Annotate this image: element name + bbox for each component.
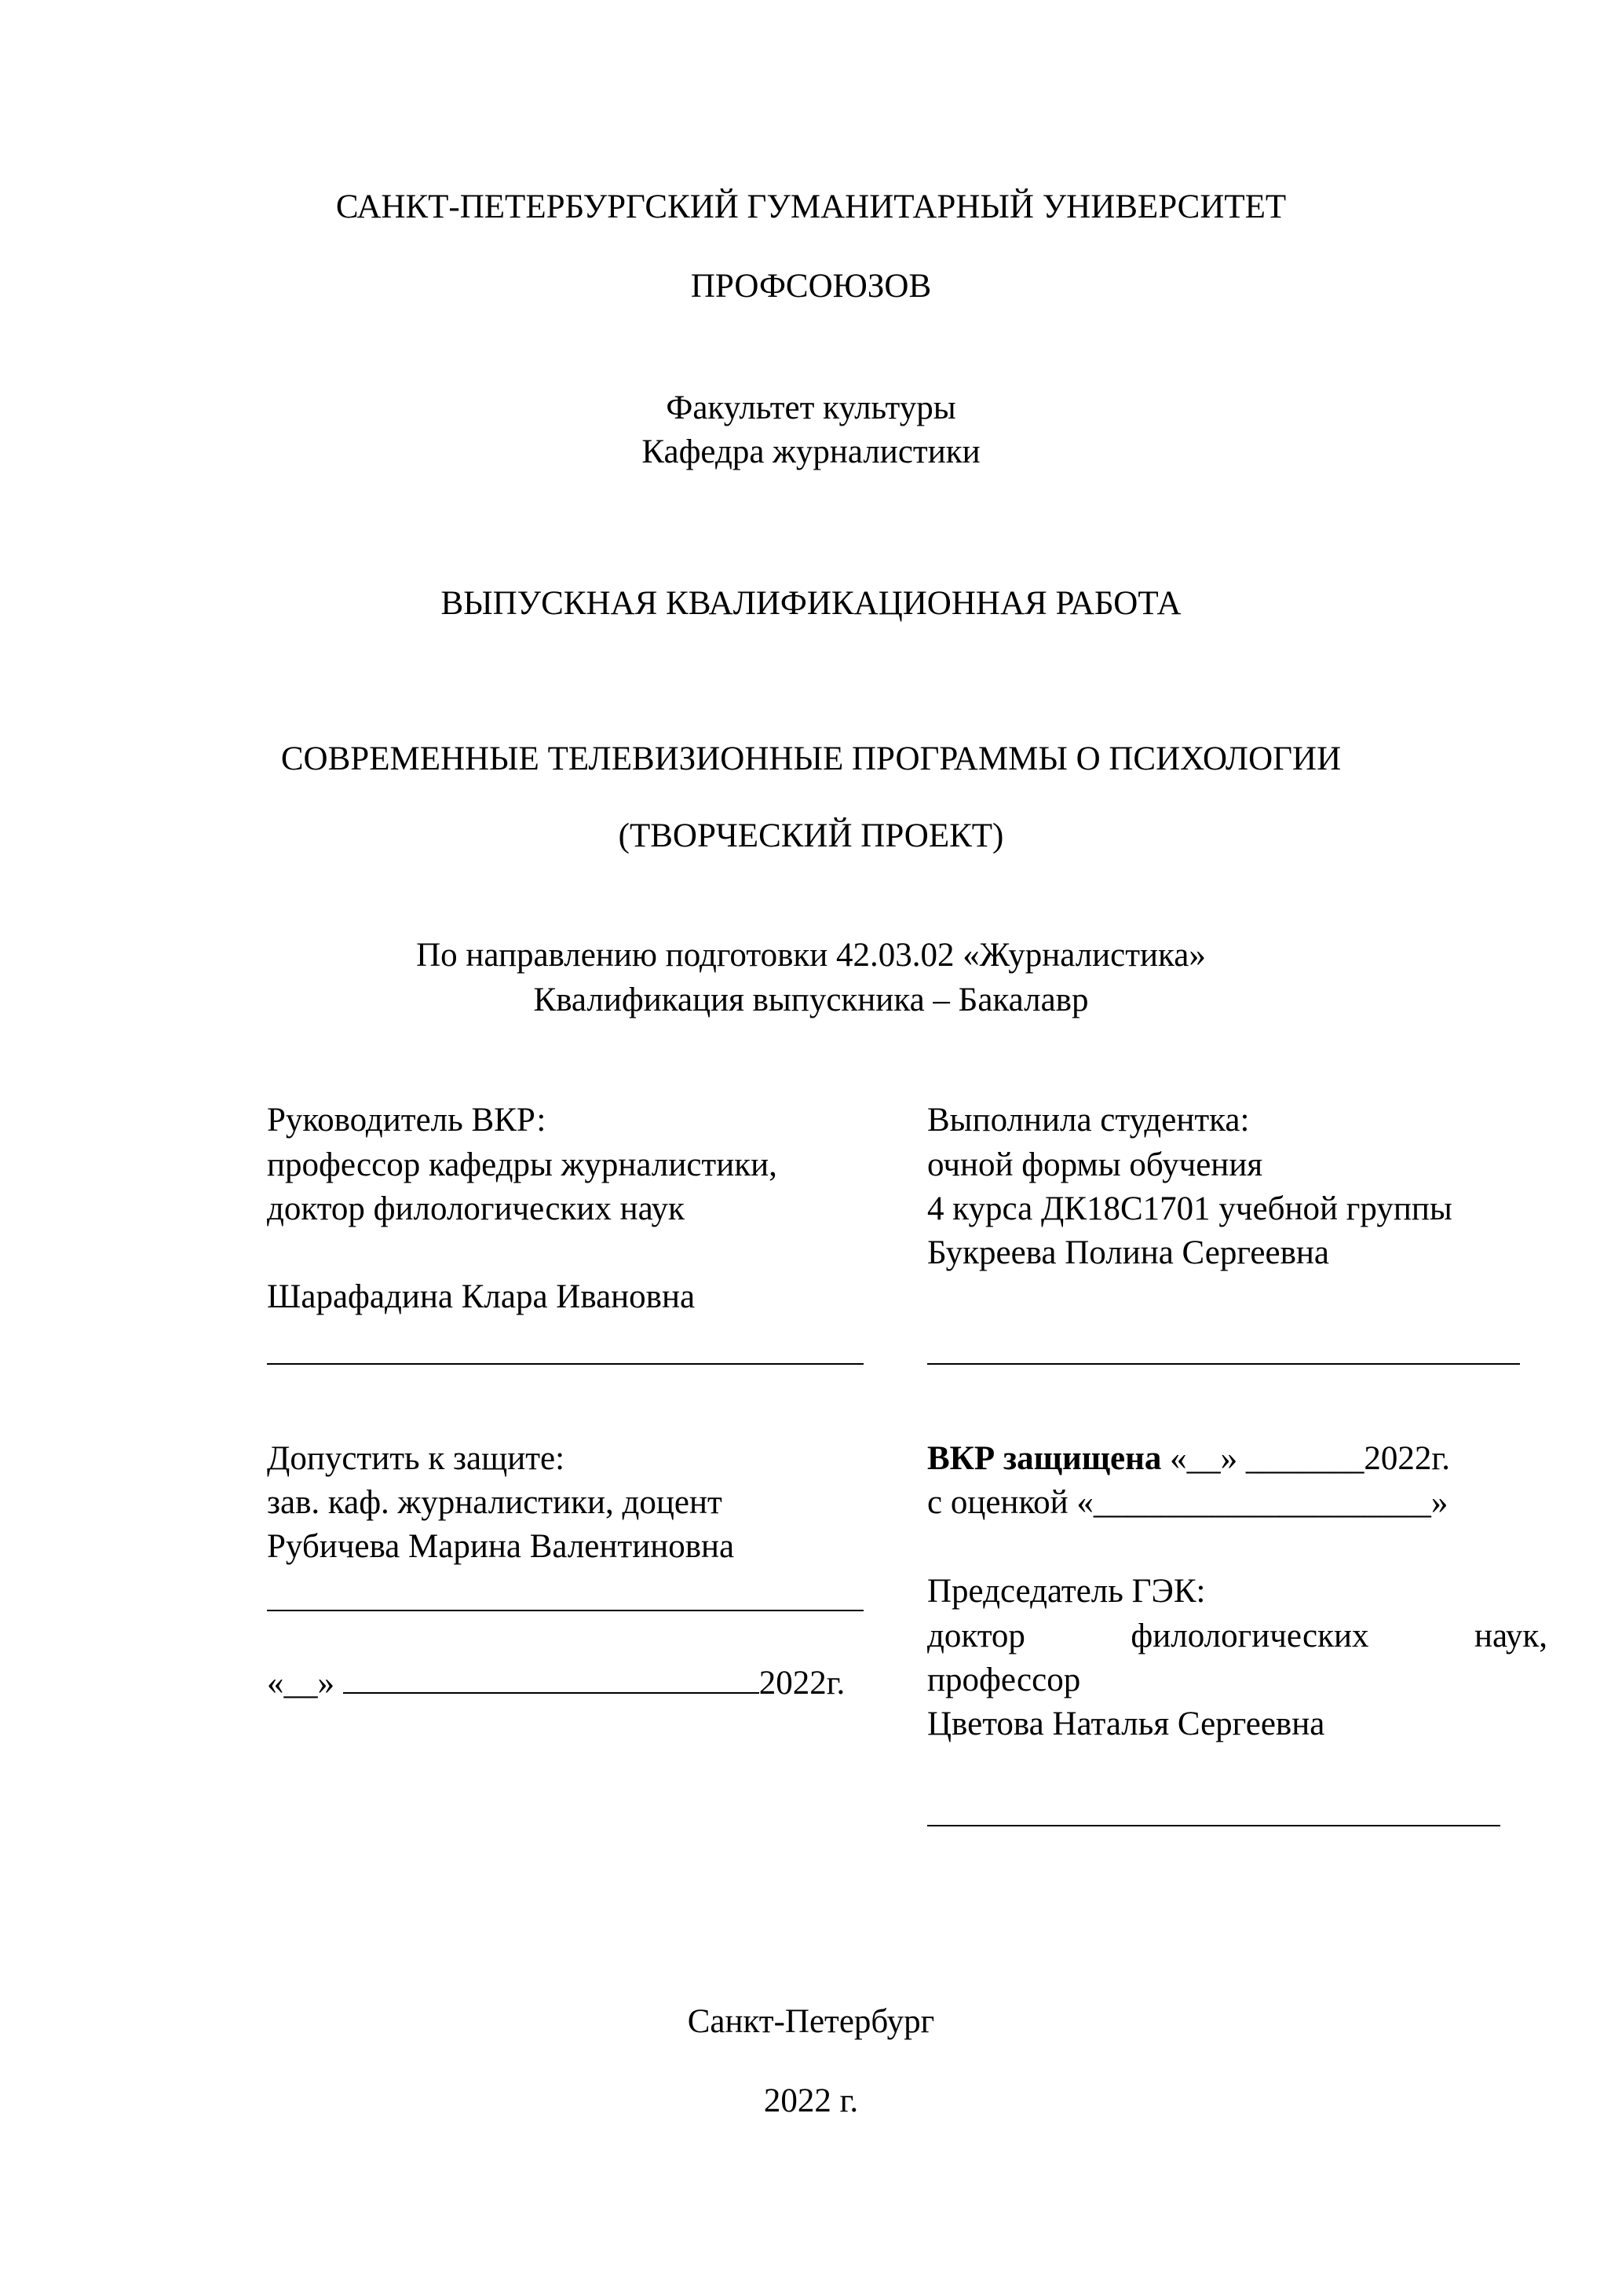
commission-degree-word-1: доктор [927,1618,1025,1654]
study-direction: По направлению подготовки 42.03.02 «Журналистика» [416,937,1206,974]
defense-grade: с оценкой «____________________» [927,1484,1448,1521]
commission-degree-word-3: наук, [1474,1618,1547,1654]
graduate-qualification: Квалификация выпускника – Бакалавр [533,982,1089,1018]
supervisor-signature-line [267,1363,864,1365]
commission-name: Цветова Наталья Сергеевна [927,1706,1325,1742]
supervisor-name: Шарафадина Клара Ивановна [267,1278,696,1315]
department-name: Кафедра журналистики [641,433,981,470]
work-title-line1: СОВРЕМЕННЫЕ ТЕЛЕВИЗИОННЫЕ ПРОГРАММЫ О ПСИХОЛОГИИ [280,740,1342,777]
admission-position: зав. каф. журналистики, доцент [267,1484,722,1521]
supervisor-position: профессор кафедры журналистики, [267,1146,777,1183]
defense-status-label: ВКР защищена [927,1440,1162,1477]
commission-heading: Председатель ГЭК: [927,1573,1206,1610]
student-group: 4 курса ДК18С1701 учебной группы [927,1190,1452,1227]
defense-status [927,1442,1450,1475]
university-name-line2: ПРОФСОЮЗОВ [690,268,932,305]
admission-date-prefix: «__» [267,1665,343,1702]
commission-degree [927,1619,1547,1653]
supervisor-heading: Руководитель ВКР: [267,1102,546,1139]
admission-date-suffix: 2022г. [758,1665,846,1702]
university-name-line1: САНКТ-ПЕТЕРБУРГСКИЙ ГУМАНИТАРНЫЙ УНИВЕРСИТЕТ [335,188,1287,225]
student-name: Букреева Полина Сергеевна [927,1234,1329,1271]
faculty-name: Факультет культуры [666,389,956,426]
admission-name: Рубичева Марина Валентиновна [267,1528,735,1565]
student-heading: Выполнила студентка: [927,1102,1250,1139]
admission-date-blank [343,1664,759,1694]
admission-heading: Допустить к защите: [267,1440,565,1477]
work-type: ВЫПУСКНАЯ КВАЛИФИКАЦИОННАЯ РАБОТА [440,585,1182,622]
student-study-form: очной формы обучения [927,1146,1263,1183]
admission-signature-line [267,1610,864,1611]
supervisor-degree: доктор филологических наук [267,1190,685,1227]
work-title-line2: (ТВОРЧЕСКИЙ ПРОЕКТ) [618,817,1004,854]
admission-date [267,1664,845,1700]
footer-year: 2022 г. [763,2082,859,2119]
defense-status-date: «__» _______2022г. [1161,1440,1450,1477]
student-signature-line [927,1363,1520,1365]
commission-degree-word-2: филологических [1131,1618,1369,1654]
commission-title: профессор [927,1662,1081,1698]
footer-city: Санкт-Петербург [687,2003,935,2040]
commission-signature-line [927,1825,1500,1826]
